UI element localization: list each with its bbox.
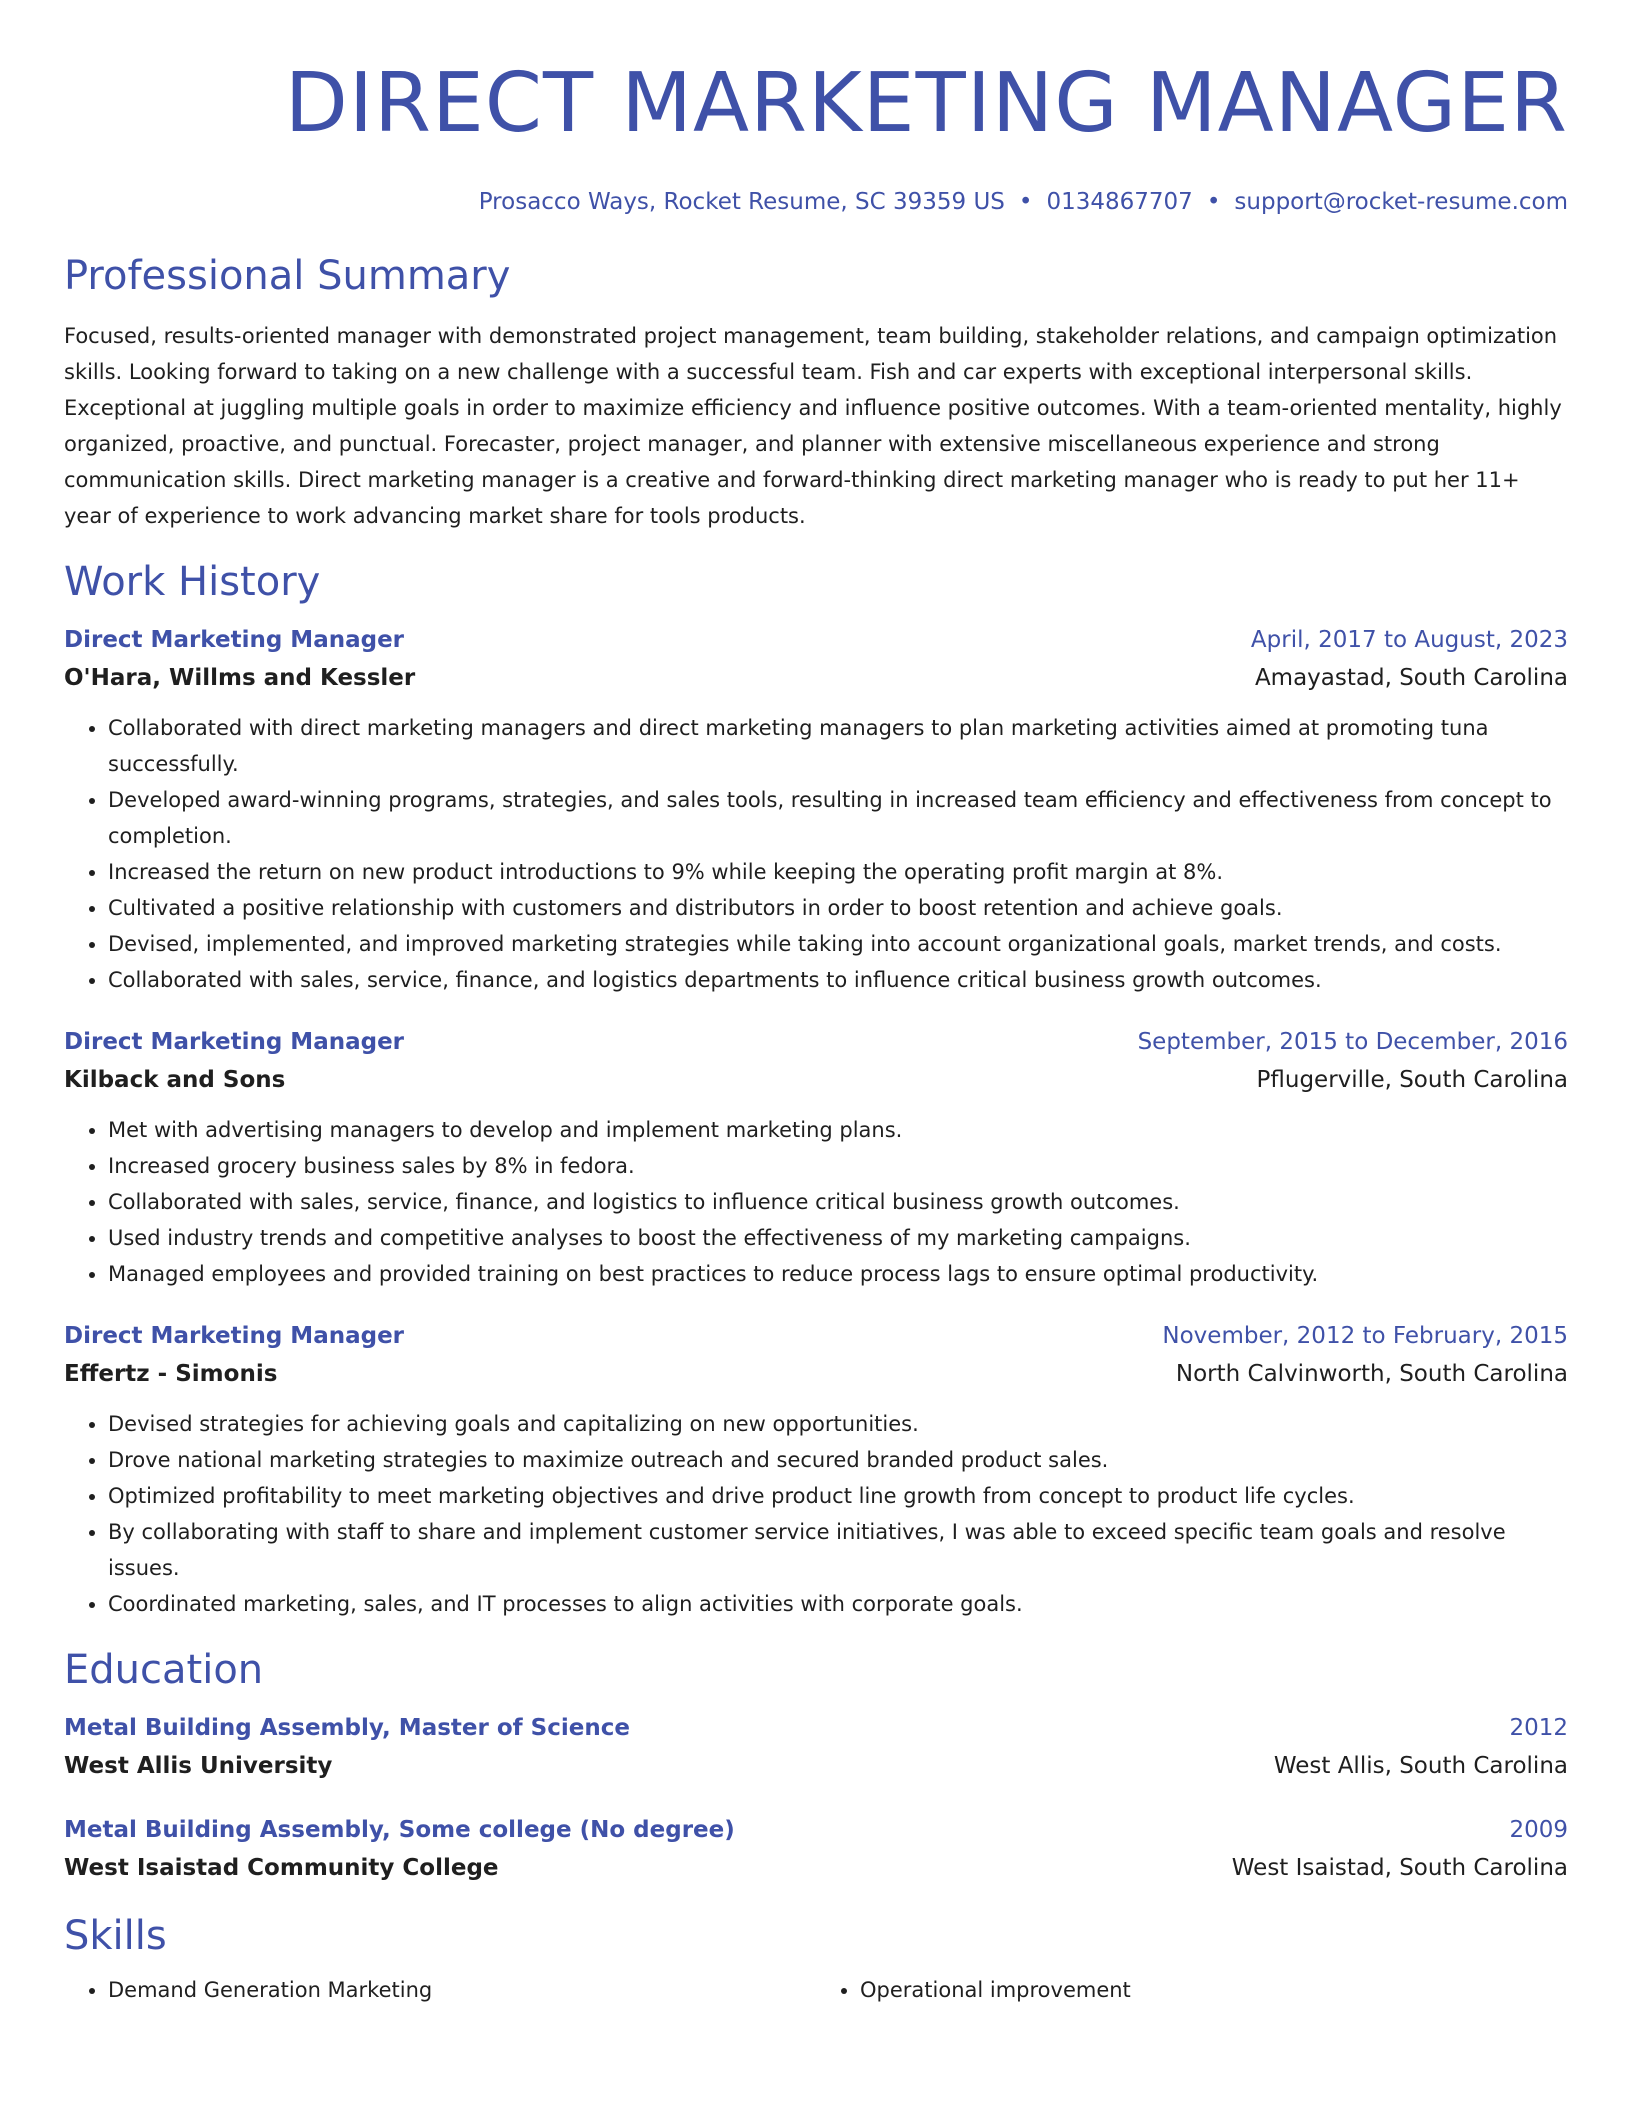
contact-address: Prosacco Ways, Rocket Resume, SC 39359 US [478,189,1005,215]
skills-column-right [816,1972,1568,2008]
skills-list [64,1972,1568,2008]
job-dates: September, 2015 to December, 2016 [1137,1029,1568,1055]
education-year: 2009 [1509,1817,1568,1843]
job-location: Pflugerville, South Carolina [1256,1067,1568,1093]
contact-separator: • [1206,189,1221,215]
job-bullets [64,710,1568,998]
job-bullet: • Increased the return on new product introductions to 9% while keeping the operating profit margin at 8%. [108,854,1568,890]
education-entry [64,1710,1568,1786]
job-company: O'Hara, Willms and Kessler [64,665,416,691]
education-degree: Metal Building Assembly, Some college (No degree) [64,1817,735,1843]
job-bullet: • Increased grocery business sales by 8% in fedora. [108,1148,1568,1184]
summary-section [64,250,1568,534]
contact-phone: 0134867707 [1046,189,1193,215]
job-bullets [64,1112,1568,1292]
job-dates: April, 2017 to August, 2023 [1250,627,1568,653]
job-company: Kilback and Sons [64,1067,286,1093]
skill-item: • Operational improvement [860,1972,1568,2008]
skills-heading: Skills [64,1913,167,1959]
job-title: Direct Marketing Manager [64,1029,405,1055]
job-bullet: • Developed award-winning programs, strategies, and sales tools, resulting in increased team efficiency and effectiveness from concept to completion. [108,782,1568,854]
education-section [64,1644,1568,1888]
job-location: Amayastad, South Carolina [1254,665,1568,691]
education-school: West Allis University [64,1753,333,1779]
work-history-section [64,556,1568,1622]
job-entry [64,1318,1568,1622]
contact-separator: • [1018,189,1033,215]
education-location: West Allis, South Carolina [1273,1753,1568,1779]
job-title: Direct Marketing Manager [64,627,405,653]
education-degree: Metal Building Assembly, Master of Science [64,1715,630,1741]
job-company: Effertz - Simonis [64,1361,278,1387]
skill-item: • Demand Generation Marketing [108,1972,816,2008]
contact-email: support@rocket-resume.com [1234,189,1568,215]
job-bullet: • Met with advertising managers to develop and implement marketing plans. [108,1112,1568,1148]
job-entry [64,622,1568,998]
resume-page [64,0,1568,2008]
summary-text: Focused, results-oriented manager with demonstrated project management, team building, stakeholder relations, and campaign optimization skills. Looking forward to taking on a new challenge with a successful team. Fish and car experts with exceptional interpersonal skills. Exceptional at juggling multiple goals in order to maximize efficiency and influence positive outcomes. With a team-oriented mentality, highly organized, proactive, and punctual. Forecaster, project manager, and planner with extensive miscellaneous experience and strong communication skills. Direct marketing manager is a creative and forward-thinking direct marketing manager who is ready to put her 11+ year of experience to work advancing market share for tools products. [64,324,1562,528]
job-bullet: • Collaborated with direct marketing managers and direct marketing managers to plan marketing activities aimed at promoting tuna successfully. [108,710,1568,782]
job-bullet: • Drove national marketing strategies to maximize outreach and secured branded product sales. [108,1442,1568,1478]
job-bullet: • Collaborated with sales, service, finance, and logistics departments to influence critical business growth outcomes. [108,962,1568,998]
skills-section [64,1910,1568,2008]
summary-heading: Professional Summary [64,253,511,299]
job-bullet: • Used industry trends and competitive analyses to boost the effectiveness of my marketing campaigns. [108,1220,1568,1256]
job-dates: November, 2012 to February, 2015 [1162,1323,1568,1349]
job-bullet: • Coordinated marketing, sales, and IT processes to align activities with corporate goals. [108,1586,1568,1622]
job-bullets [64,1406,1568,1622]
job-location: North Calvinworth, South Carolina [1175,1361,1568,1387]
education-entry [64,1812,1568,1888]
work-history-heading: Work History [64,559,321,605]
education-location: West Isaistad, South Carolina [1231,1855,1568,1881]
education-school: West Isaistad Community College [64,1855,499,1881]
job-bullet: • Collaborated with sales, service, finance, and logistics to influence critical business growth outcomes. [108,1184,1568,1220]
skills-column-left [64,1972,816,2008]
job-title: Direct Marketing Manager [64,1323,405,1349]
job-bullet: • Cultivated a positive relationship with customers and distributors in order to boost retention and achieve goals. [108,890,1568,926]
job-bullet: • Optimized profitability to meet marketing objectives and drive product line growth from concept to product life cycles. [108,1478,1568,1514]
education-heading: Education [64,1647,264,1693]
resume-title: DIRECT MARKETING MANAGER [284,56,1568,151]
job-bullet: • Devised, implemented, and improved marketing strategies while taking into account organizational goals, market trends, and costs. [108,926,1568,962]
job-bullet: • By collaborating with staff to share and implement customer service initiatives, I was able to exceed specific team goals and resolve issues. [108,1514,1568,1586]
job-bullet: • Managed employees and provided training on best practices to reduce process lags to ensure optimal productivity. [108,1256,1568,1292]
job-entry [64,1024,1568,1292]
education-year: 2012 [1509,1715,1568,1741]
contact-line [64,186,1568,218]
job-bullet: • Devised strategies for achieving goals and capitalizing on new opportunities. [108,1406,1568,1442]
